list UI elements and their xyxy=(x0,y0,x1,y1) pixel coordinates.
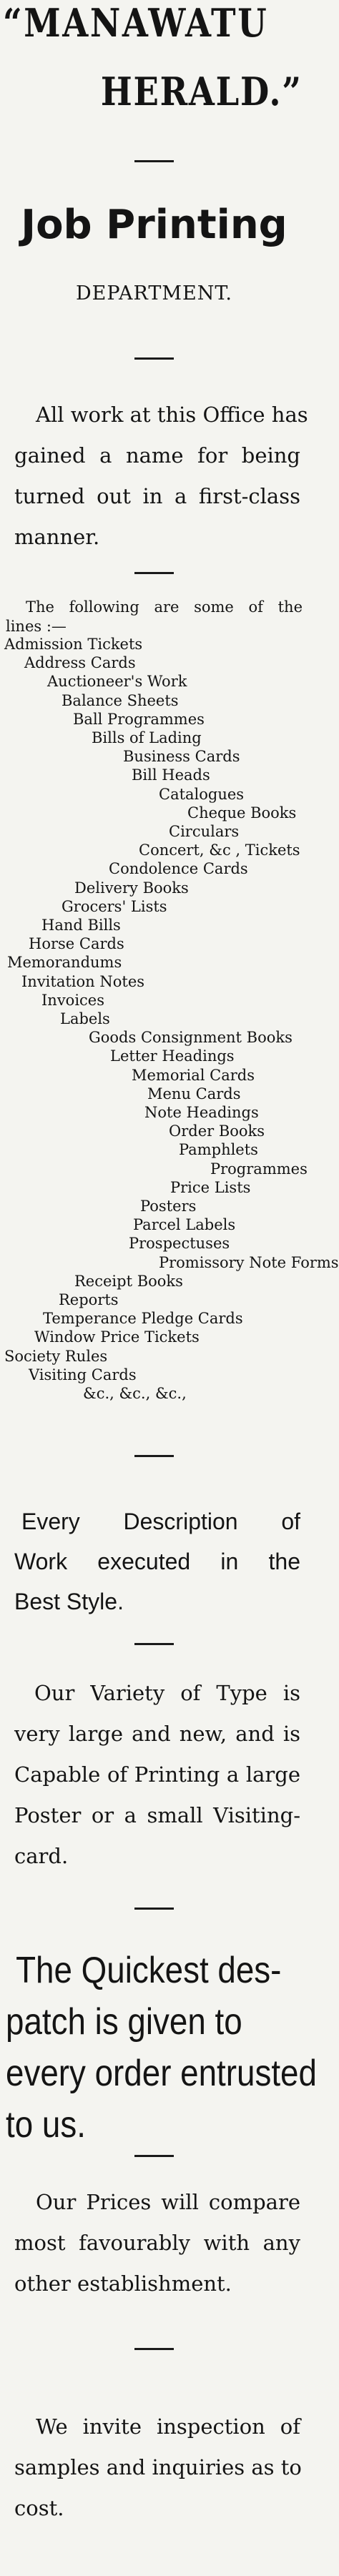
list-item: Society Rules xyxy=(4,1348,108,1365)
list-item: Hand Bills xyxy=(41,917,121,934)
list-item: Receipt Books xyxy=(74,1273,183,1290)
inspection-paragraph xyxy=(14,2407,300,2529)
list-item: Catalogues xyxy=(159,786,245,803)
divider xyxy=(134,357,174,360)
intro-line: manner. xyxy=(14,525,100,549)
list-item: Ball Programmes xyxy=(73,711,205,728)
list-item: Order Books xyxy=(169,1122,265,1140)
inspection-line: samples and inquiries as to xyxy=(14,2455,302,2479)
every-description-line: Work executed in the xyxy=(14,1549,300,1574)
list-intro xyxy=(6,598,303,636)
intro-line: turned out in a first-class xyxy=(14,484,300,508)
list-item: Reports xyxy=(59,1291,119,1308)
list-item: Invitation Notes xyxy=(21,973,145,990)
masthead-line-2: HERALD.” xyxy=(101,69,303,114)
list-item: Promissory Note Forms xyxy=(159,1254,339,1271)
list-item: Note Headings xyxy=(144,1104,259,1121)
list-item: Bills of Lading xyxy=(92,729,202,746)
prices-line: most favourably with any xyxy=(14,2231,300,2255)
prices-paragraph xyxy=(14,2182,300,2304)
list-item: Prospectuses xyxy=(129,1235,230,1252)
divider xyxy=(134,160,174,162)
list-item: Horse Cards xyxy=(29,935,124,952)
list-item: Pamphlets xyxy=(179,1141,258,1158)
intro-paragraph xyxy=(14,395,308,558)
list-item: Visiting Cards xyxy=(29,1366,137,1383)
every-description-line: Every Description of xyxy=(21,1509,300,1534)
type-variety-line: Capable of Printing a large xyxy=(14,1762,300,1787)
intro-line: gained a name for being xyxy=(14,443,300,468)
list-item: Menu Cards xyxy=(147,1085,241,1102)
list-item: Address Cards xyxy=(24,654,136,671)
quickest-line: The Quickest des- xyxy=(16,1950,282,1991)
type-variety-line: Our Variety of Type is xyxy=(34,1681,300,1705)
list-item: Temperance Pledge Cards xyxy=(43,1310,243,1327)
list-item: Grocers' Lists xyxy=(62,898,167,915)
list-intro-line: lines :— xyxy=(6,618,67,635)
divider xyxy=(134,2348,174,2350)
inspection-line: We invite inspection of xyxy=(36,2414,300,2439)
quickest-despatch-paragraph xyxy=(6,1945,317,2151)
inspection-line: cost. xyxy=(14,2496,64,2520)
divider xyxy=(134,1455,174,1457)
list-item: Balance Sheets xyxy=(62,692,179,709)
list-item: Parcel Labels xyxy=(133,1216,236,1233)
list-item: Delivery Books xyxy=(74,879,189,897)
quickest-line: to us. xyxy=(6,2104,86,2146)
page-title: Job Printing xyxy=(21,202,288,248)
divider xyxy=(134,1908,174,1910)
list-item: Letter Headings xyxy=(110,1047,235,1065)
prices-line: Our Prices will compare xyxy=(36,2190,300,2214)
type-variety-line: Poster or a small Visiting- xyxy=(14,1803,300,1827)
divider xyxy=(134,572,174,574)
list-item: Labels xyxy=(60,1010,110,1027)
list-intro-line: The following are some of the xyxy=(26,598,303,616)
prices-line: other establishment. xyxy=(14,2271,232,2296)
type-variety-line: card. xyxy=(14,1844,69,1868)
type-variety-paragraph xyxy=(14,1673,300,1877)
list-item: Cheque Books xyxy=(187,804,297,821)
list-item: Auctioneer's Work xyxy=(47,673,187,690)
quickest-line: every order entrusted xyxy=(6,2053,317,2094)
list-item: Admission Tickets xyxy=(4,636,143,653)
list-item: Memorial Cards xyxy=(132,1067,255,1084)
divider xyxy=(134,1643,174,1645)
list-item: Business Cards xyxy=(123,748,240,765)
type-variety-line: very large and new, and is xyxy=(14,1722,300,1746)
department-subtitle: DEPARTMENT. xyxy=(75,282,232,305)
list-item: Programmes xyxy=(210,1160,308,1178)
list-item: Price Lists xyxy=(170,1179,251,1196)
list-item: Condolence Cards xyxy=(109,860,248,877)
masthead-line-1: “MANAWATU xyxy=(3,0,269,46)
every-description-paragraph xyxy=(14,1501,300,1622)
list-item: Concert, &c , Tickets xyxy=(139,842,300,859)
list-item: Goods Consignment Books xyxy=(89,1029,293,1046)
every-description-line: Best Style. xyxy=(14,1589,124,1614)
quickest-line: patch is given to xyxy=(6,2001,242,2043)
intro-line: All work at this Office has xyxy=(36,403,308,427)
list-item: Circulars xyxy=(169,823,240,840)
list-item: Posters xyxy=(140,1198,197,1215)
list-item: Window Price Tickets xyxy=(34,1328,200,1346)
list-item: Invoices xyxy=(41,992,105,1009)
list-item: &c., &c., &c., xyxy=(83,1385,187,1402)
divider xyxy=(134,2155,174,2157)
list-item: Bill Heads xyxy=(132,766,210,784)
list-item: Memorandums xyxy=(7,954,122,971)
